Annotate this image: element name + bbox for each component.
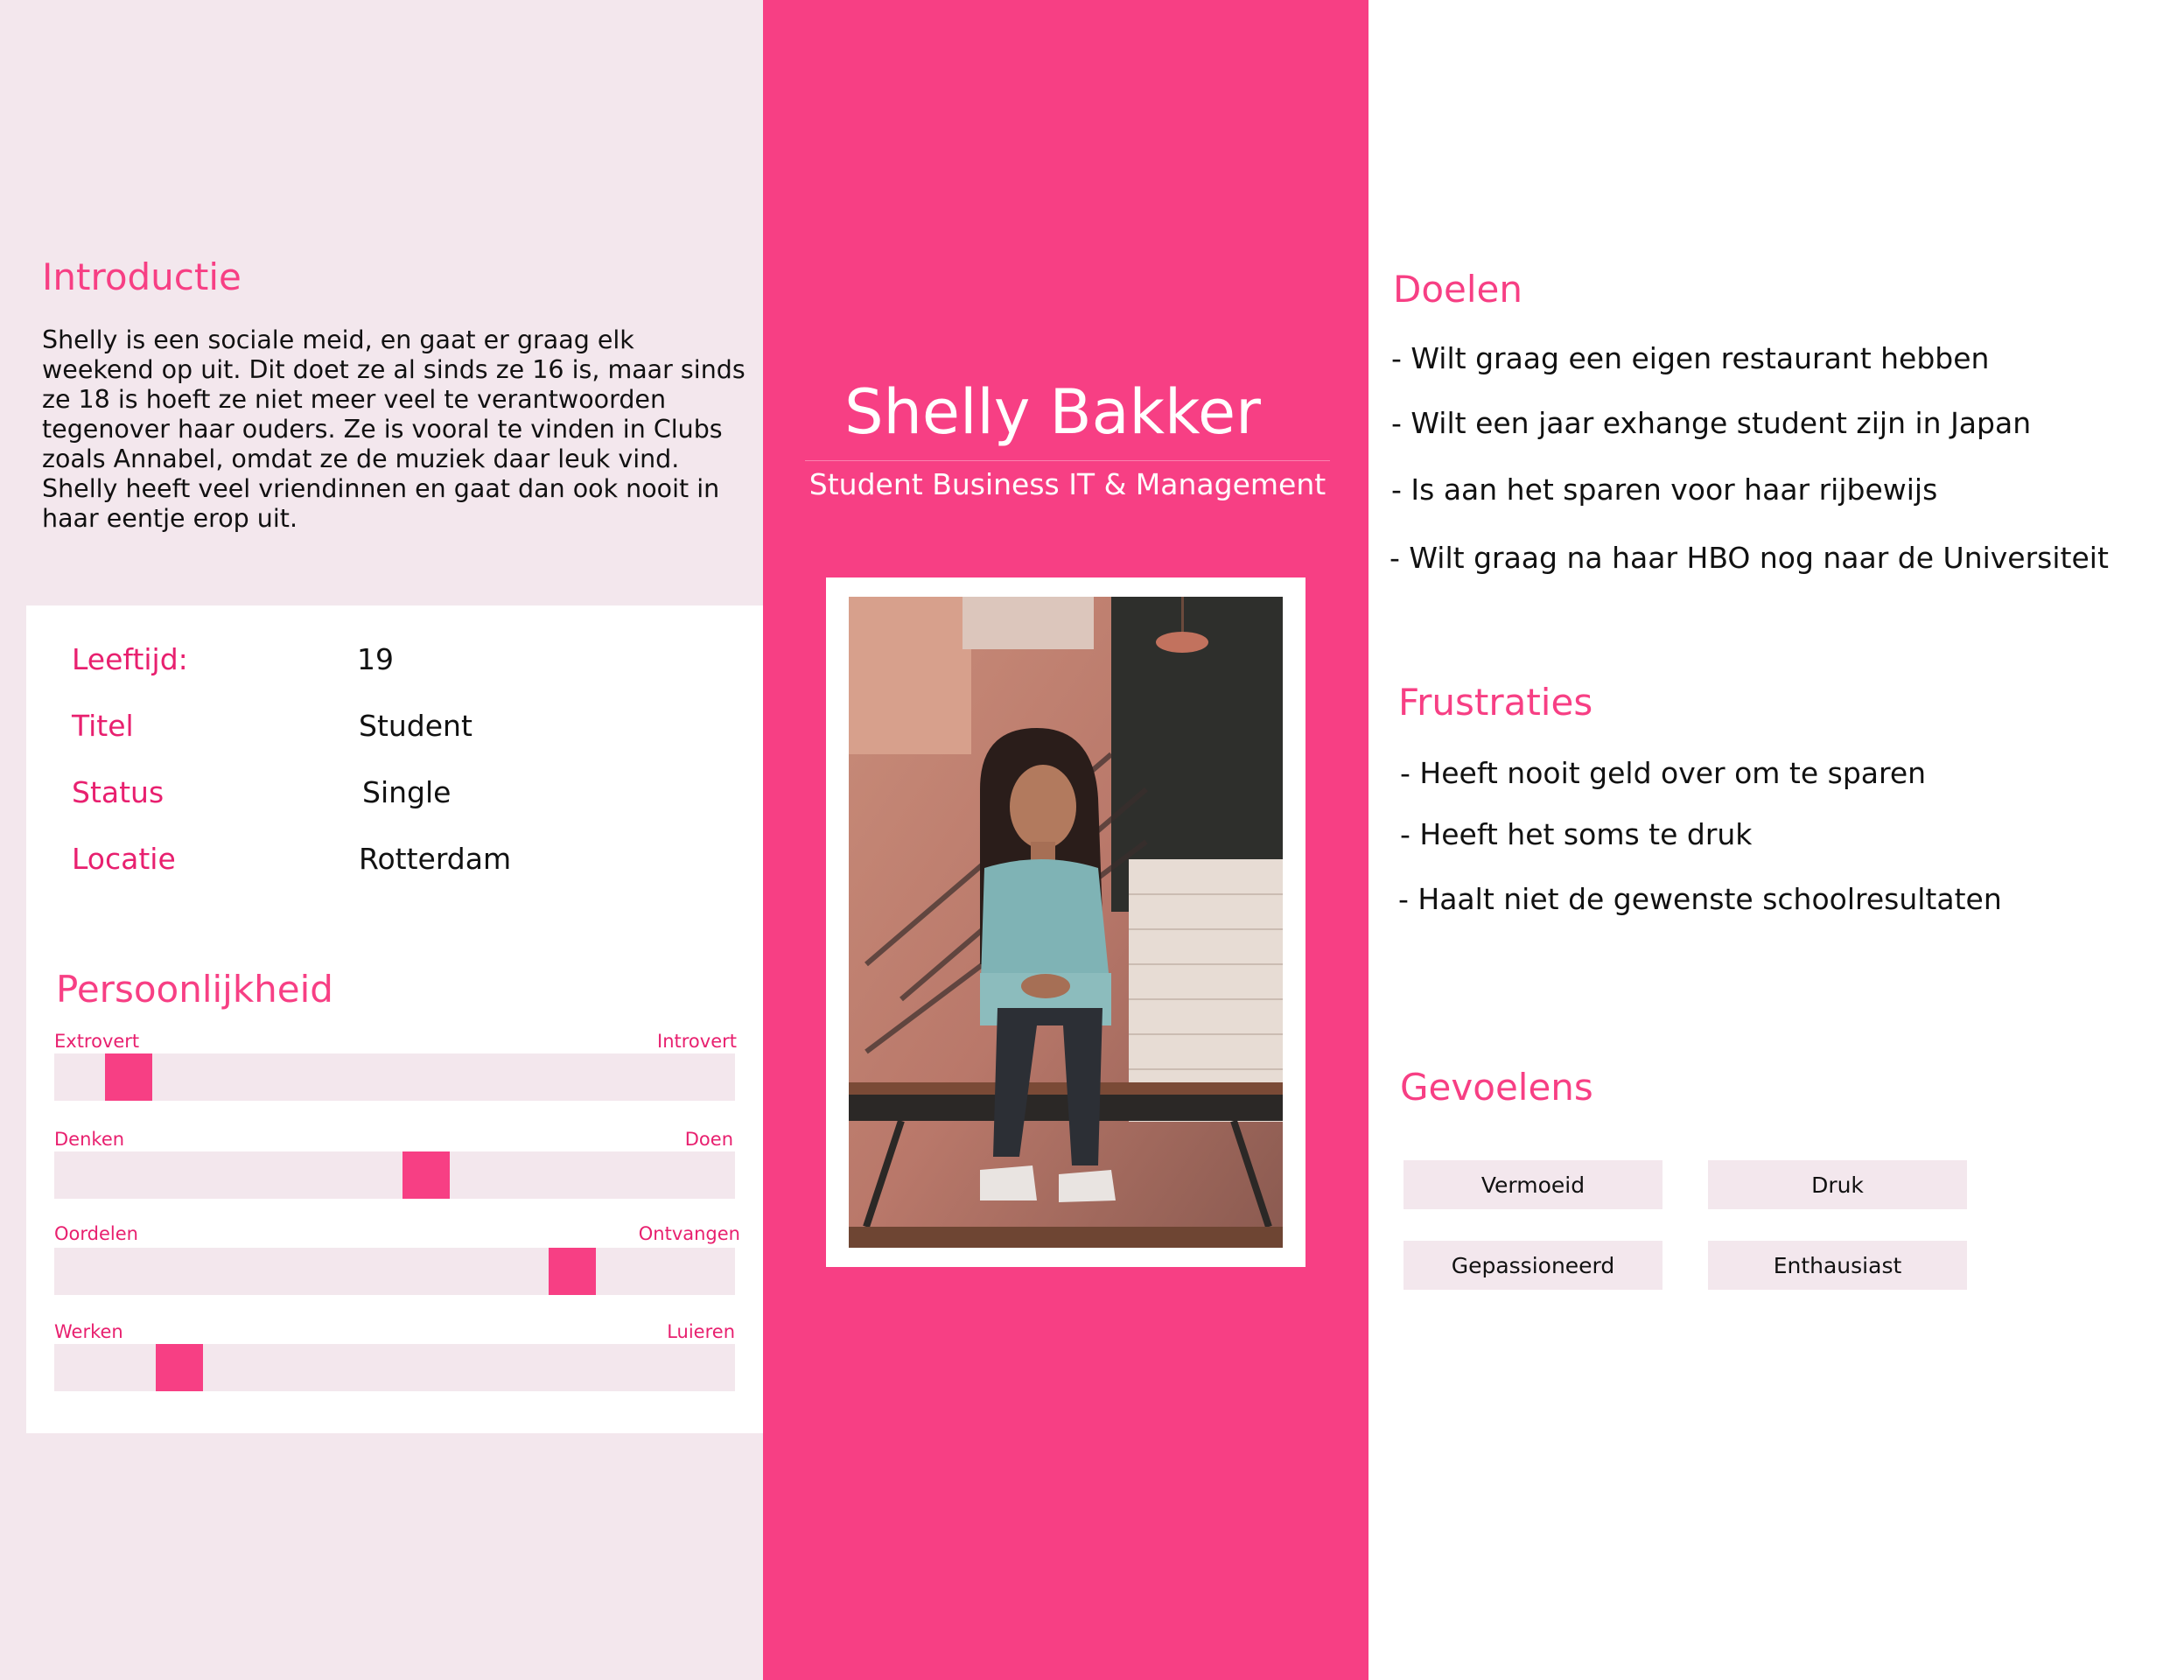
feeling-chip-gepassioneerd: Gepassioneerd <box>1404 1241 1662 1290</box>
feelings-heading: Gevoelens <box>1400 1066 1593 1109</box>
feeling-chip-vermoeid: Vermoeid <box>1404 1160 1662 1209</box>
slider-thumb[interactable] <box>549 1248 596 1295</box>
feeling-chip-enthausiast: Enthausiast <box>1708 1241 1967 1290</box>
goal-item: - Wilt graag na haar HBO nog naar de Universiteit <box>1390 541 2109 575</box>
slider-track-extrovert-introvert[interactable] <box>54 1054 735 1101</box>
goal-item: - Wilt een jaar exhange student zijn in Japan <box>1391 406 2032 440</box>
goal-item: - Is aan het sparen voor haar rijbewijs <box>1391 472 1938 507</box>
profile-name: Shelly Bakker <box>844 376 1261 448</box>
location-label: Locatie <box>72 842 176 876</box>
slider-luieren-label: Luieren <box>667 1321 735 1342</box>
slider-oordelen-label: Oordelen <box>54 1223 138 1244</box>
slider-thumb[interactable] <box>105 1054 152 1101</box>
slider-track-oordelen-ontvangen[interactable] <box>54 1248 735 1295</box>
info-card <box>26 606 763 1433</box>
goal-item: - Wilt graag een eigen restaurant hebben <box>1391 341 1990 375</box>
slider-introvert-label: Introvert <box>657 1031 737 1052</box>
goals-heading: Doelen <box>1393 268 1523 311</box>
profile-subtitle: Student Business IT & Management <box>808 467 1326 501</box>
feeling-chip-druk: Druk <box>1708 1160 1967 1209</box>
slider-track-werken-luieren[interactable] <box>54 1344 735 1391</box>
slider-doen-label: Doen <box>684 1129 733 1150</box>
age-value: 19 <box>357 642 394 676</box>
title-value: Student <box>359 709 472 743</box>
slider-extrovert-label: Extrovert <box>54 1031 140 1052</box>
slider-denken-label: Denken <box>54 1129 125 1150</box>
slider-ontvangen-label: Ontvangen <box>638 1223 740 1244</box>
frustration-item: - Haalt niet de gewenste schoolresultaten <box>1398 882 2002 916</box>
slider-thumb[interactable] <box>156 1344 203 1391</box>
frustrations-heading: Frustraties <box>1398 681 1593 724</box>
frustration-item: - Heeft nooit geld over om te sparen <box>1400 756 1927 790</box>
status-label: Status <box>72 775 164 809</box>
intro-text: Shelly is een sociale meid, en gaat er graag elk weekend op uit. Dit doet ze al sinds ze 16 is, maar sinds ze 18 is hoeft ze niet meer veel te verantwoorden tegenover haar ouders. Ze is vooral te vinden in Clubs zoals Annabel, omdat ze de muziek daar leuk vind. Shelly heeft veel vriendinnen en gaat dan ook nooit in haar eentje erop uit. <box>42 326 746 533</box>
slider-thumb[interactable] <box>402 1152 450 1199</box>
profile-photo-frame <box>826 578 1306 1267</box>
age-label: Leeftijd: <box>72 642 188 676</box>
location-value: Rotterdam <box>359 842 512 876</box>
title-label: Titel <box>72 709 134 743</box>
personality-heading: Persoonlijkheid <box>56 968 333 1011</box>
profile-photo <box>849 597 1283 1248</box>
slider-werken-label: Werken <box>54 1321 123 1342</box>
frustration-item: - Heeft het soms te druk <box>1400 817 1753 851</box>
intro-heading: Introductie <box>42 256 242 298</box>
name-divider <box>805 460 1330 461</box>
slider-track-denken-doen[interactable] <box>54 1152 735 1199</box>
status-value: Single <box>362 775 452 809</box>
